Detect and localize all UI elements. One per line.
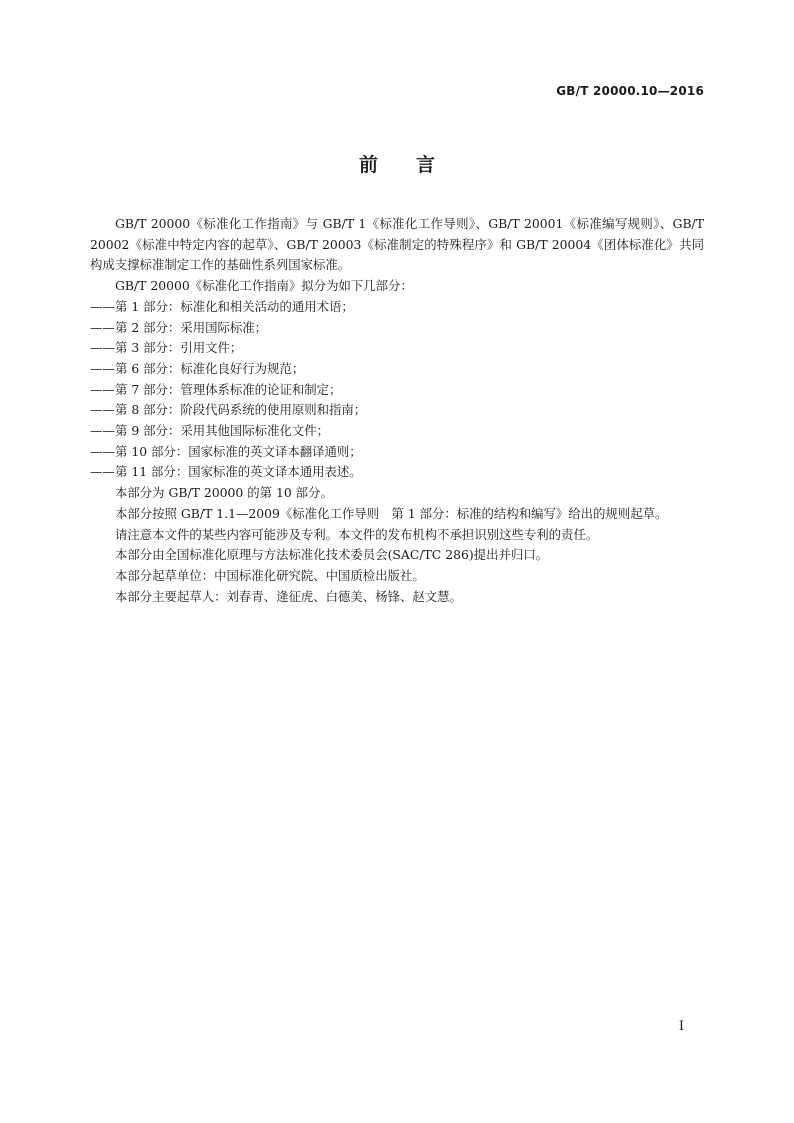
dash-mark: —— bbox=[90, 340, 115, 356]
part-list-item bbox=[90, 462, 704, 483]
dash-mark: —— bbox=[90, 464, 115, 480]
patent-notice-paragraph: 请注意本文件的某些内容可能涉及专利。本文件的发布机构不承担识别这些专利的责任。 bbox=[115, 526, 599, 542]
part-list-item bbox=[90, 380, 704, 401]
part-list-item bbox=[90, 400, 704, 421]
part-list-item bbox=[90, 338, 704, 359]
dash-mark: —— bbox=[90, 443, 115, 459]
part-list-item bbox=[90, 442, 704, 463]
intro-paragraph: GB/T 20000《标准化工作指南》与 GB/T 1《标准化工作导则》、GB/T 20001《标准编写规则》、GB/T 20002《标准中特定内容的起草》、GB/T 20003《标准制定的特殊程序》和 GB/T 20004《团体标准化》共同构成支撑标准制定工作的基础性系列国家标准。 bbox=[90, 216, 704, 273]
part-list-item bbox=[90, 318, 704, 339]
page-title: 前言 bbox=[358, 154, 473, 176]
part-text: 第 2 部分：采用国际标准； bbox=[115, 319, 268, 335]
drafting-rules-paragraph: 本部分按照 GB/T 1.1—2009《标准化工作导则 第 1 部分：标准的结构和编写》给出的规则起草。 bbox=[115, 505, 668, 521]
part-text: 第 1 部分：标准化和相关活动的通用术语； bbox=[115, 298, 354, 314]
part-text: 第 7 部分：管理体系标准的论证和制定； bbox=[115, 381, 342, 397]
standard-code: GB/T 20000.10—2016 bbox=[556, 84, 704, 98]
drafting-units-paragraph: 本部分起草单位：中国标准化研究院、中国质检出版社。 bbox=[115, 567, 425, 583]
part-text: 第 9 部分：采用其他国际标准化文件； bbox=[115, 423, 330, 439]
parts-lead-paragraph: GB/T 20000《标准化工作指南》拟分为如下几部分： bbox=[115, 278, 413, 294]
part-text: 第 8 部分：阶段代码系统的使用原则和指南； bbox=[115, 402, 367, 418]
part-text: 第 6 部分：标准化良好行为规范； bbox=[115, 360, 305, 376]
part-list-item bbox=[90, 421, 704, 442]
part-list-item bbox=[90, 359, 704, 380]
dash-mark: —— bbox=[90, 319, 115, 335]
proposed-by-paragraph: 本部分由全国标准化原理与方法标准化技术委员会(SAC/TC 286)提出并归口。 bbox=[115, 547, 549, 563]
part-text: 第 3 部分：引用文件； bbox=[115, 340, 243, 356]
foreword-body bbox=[90, 214, 704, 607]
drafters-paragraph: 本部分主要起草人：刘春青、逄征虎、白德美、杨锋、赵文慧。 bbox=[115, 588, 462, 604]
dash-mark: —— bbox=[90, 381, 115, 397]
dash-mark: —— bbox=[90, 298, 115, 314]
part-of-paragraph: 本部分为 GB/T 20000 的第 10 部分。 bbox=[115, 485, 333, 501]
part-text: 第 10 部分：国家标准的英文译本翻译通则； bbox=[115, 443, 362, 459]
part-list-item bbox=[90, 297, 704, 318]
page-number: I bbox=[678, 1019, 684, 1034]
dash-mark: —— bbox=[90, 402, 115, 418]
dash-mark: —— bbox=[90, 360, 115, 376]
part-text: 第 11 部分：国家标准的英文译本通用表述。 bbox=[115, 464, 362, 480]
dash-mark: —— bbox=[90, 423, 115, 439]
